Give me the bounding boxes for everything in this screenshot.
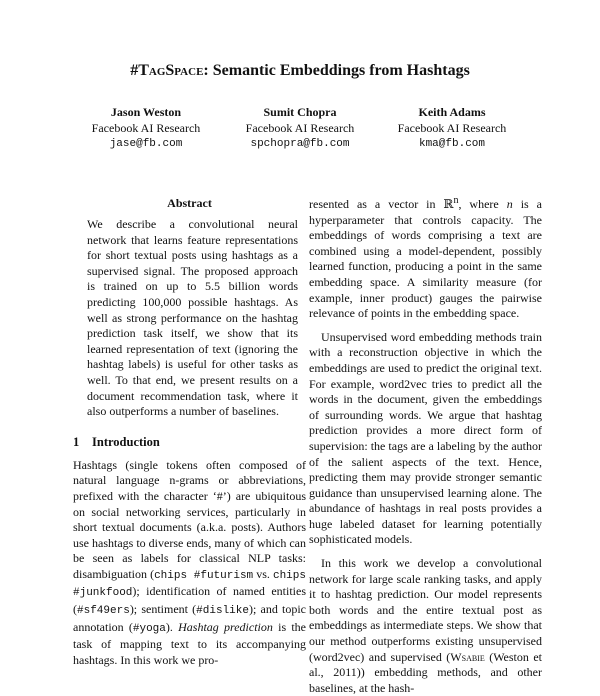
- section-heading: [73, 434, 306, 450]
- author-name: Jason Weston: [110, 105, 182, 119]
- author-name: Keith Adams: [418, 105, 486, 119]
- author-block: [215, 104, 385, 152]
- hashtag-example: #dislike: [196, 605, 249, 618]
- title-prefix: #: [130, 62, 139, 79]
- body-paragraph: [309, 193, 542, 322]
- section-number: 1: [73, 434, 80, 449]
- text-run: , where: [458, 197, 507, 211]
- text-run: ); identification of named entities (: [73, 584, 306, 617]
- text-run: is the task of mapping text to its accompanying hashtags. In this work we pro-: [73, 619, 306, 667]
- author-email: jase@fb.com: [109, 138, 183, 150]
- title-smallcaps: TagSpace: [138, 62, 204, 79]
- text-run: In this work we develop a convolutional network for large scale ranking tasks, and apply it to hashtag prediction. Our model represents both words and the entire textual post as embeddings as intermediate steps. We show that our method outperforms existing unsupervised (word2vec) and supervised (: [309, 556, 542, 664]
- right-column: [309, 193, 542, 696]
- left-column: [73, 196, 306, 668]
- body-paragraph: [309, 556, 542, 696]
- math-superscript: n: [453, 195, 459, 206]
- abstract-text: We describe a convolutional neural network that learns feature representations for short textual posts using hashtags as a supervised signal. The proposed approach is trained on up to 5.5 billion words predicting 100,000 possible hashtags. As well as strong performance on the hashtag prediction task itself, we show that its learned representation of text (ignoring the hashtag labels) is useful for other tasks as well. To that end, we present results on a document recommendation task, where it also outperforms a number of baselines.: [87, 217, 298, 419]
- author-email: spchopra@fb.com: [250, 138, 350, 150]
- method-name: Wsabie: [450, 649, 485, 664]
- author-affiliation: Facebook AI Research: [245, 121, 355, 135]
- text-run: ); sentiment (: [129, 602, 197, 617]
- hashtag-example: chips #junkfood: [73, 569, 306, 600]
- hashtag-example: chips #futurism: [154, 569, 254, 582]
- author-name: Sumit Chopra: [263, 105, 337, 119]
- author-affiliation: Facebook AI Research: [91, 121, 201, 135]
- math-variable: n: [506, 197, 513, 211]
- body-paragraph: Unsupervised word embedding methods train with a reconstruction objective in which the embeddings are used to predict the original text. For example, word2vec tries to predict all the words in the document, given the embeddings of surrounding words. We argue that hashtag prediction provides a more direct form of supervision: the tags are a labeling by the author of the salient aspects of the text. Hence, predicting them may provide stronger semantic guidance than unsupervised learning alone. The abundance of hashtags in real posts provides a huge labeled dataset for learning potentially sophisticated models.: [309, 329, 542, 547]
- author-block: [61, 104, 231, 152]
- paper-title: [0, 61, 600, 81]
- abstract-heading: Abstract: [167, 196, 212, 210]
- text-run: Hashtags (single tokens often composed of natural language n-grams or abbreviations, prefixed with the character ‘#’) are ubiquitous on social networking services, particularly in short textual documents (a.k.a. posts). Authors use hashtags to diverse ends, many of which can be seen as labels for classical NLP tasks: disambiguation (: [73, 457, 306, 581]
- text-run: resented as a vector in: [309, 197, 444, 211]
- text-run: (Weston et al., 2011)) embedding methods, and other baselines, at the hash-: [309, 649, 542, 695]
- title-rest: : Semantic Embeddings from Hashtags: [203, 62, 470, 79]
- text-run: ); and topic annotation (: [73, 602, 307, 634]
- author-affiliation: Facebook AI Research: [397, 121, 507, 135]
- author-email: kma@fb.com: [418, 138, 485, 150]
- text-run: vs.: [253, 566, 273, 581]
- author-block: [367, 104, 537, 152]
- intro-paragraph: [73, 458, 306, 669]
- hashtag-example: #yoga: [132, 622, 166, 635]
- emphasized-term: Hashtag prediction: [178, 619, 273, 634]
- text-run: is a hyperparameter that controls capacity. The embeddings of words comprising a text are combined using a model-dependent, possibly learned function, producing a point in the same embedding space. A similarity measure (for example, inner product) gauges the pairwise relevance of points in the embedding space.: [309, 197, 542, 321]
- hashtag-example: #sf49ers: [77, 605, 130, 618]
- section-title: Introduction: [92, 434, 160, 449]
- text-run: ).: [165, 619, 179, 634]
- math-symbol: ℝ: [443, 197, 454, 211]
